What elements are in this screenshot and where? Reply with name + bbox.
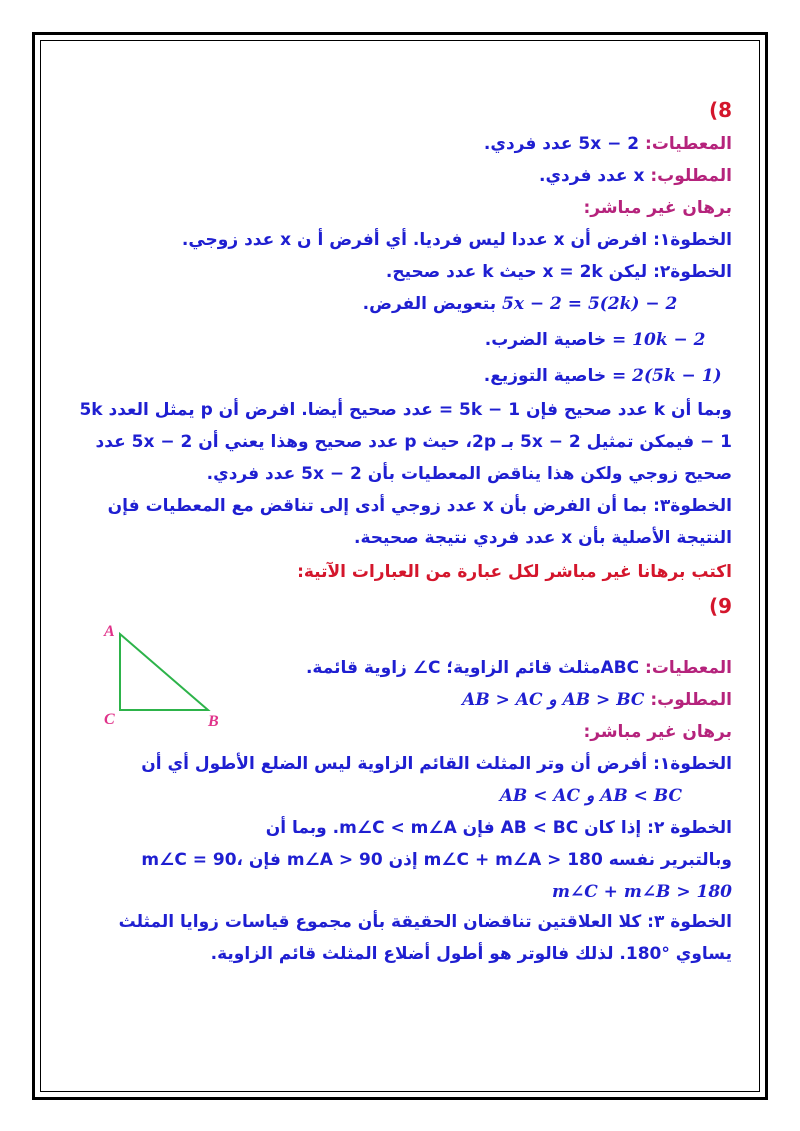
given-label: المعطيات: <box>645 134 732 154</box>
step-2: الخطوة ٢: إذا كان AB < BC فإن m∠C < m∠A. وبما أن <box>265 818 732 838</box>
given-label: المعطيات: <box>645 658 732 678</box>
required-label: المطلوب: <box>650 690 732 710</box>
proof-title: برهان غير مباشر: <box>583 722 732 742</box>
vertex-c-label: C <box>104 711 115 728</box>
equation-2-row <box>484 330 732 350</box>
problem-9-required <box>462 690 732 710</box>
equation-3: = 2(5k − 1) <box>612 366 722 386</box>
step-2-math: m∠C + m∠B > 180 <box>551 882 732 902</box>
problem-8-required <box>539 166 732 186</box>
step-1: الخطوة١: أفرض أن وتر المثلث القائم الزاوية ليس الضلع الأطول أي أن <box>141 754 732 774</box>
required-text: AB > BC و AB > AC <box>462 690 645 710</box>
given-text: 5x − 2 عدد فردي. <box>483 134 640 154</box>
problem-9-number: (9 <box>708 594 732 618</box>
equation-1: 5x − 2 = 5(2k) − 2 <box>502 294 678 314</box>
problem-9-given <box>306 658 732 678</box>
vertex-b-label: B <box>208 713 219 728</box>
step-1-math: AB < AC و AB < BC <box>499 786 682 806</box>
triangle-shape <box>120 634 208 710</box>
step-1: الخطوة١: افرض أن x عددا ليس فرديا. أي أفرض أ ن x عدد زوجي. <box>181 230 732 250</box>
given-text: ABCمثلث قائم الزاوية؛ C∠ زاوية قائمة. <box>305 658 640 678</box>
vertex-a-label: A <box>104 623 115 640</box>
right-triangle-diagram <box>96 618 236 728</box>
equation-3-row <box>483 366 732 386</box>
equation-1-note: بتعويض الفرض. <box>362 294 497 314</box>
equation-2-note: خاصية الضرب. <box>484 330 607 350</box>
step-2-continued: m∠C = 90، فإن m∠A > 90 إذن m∠C + m∠A > 180 وبالتبرير نفسه <box>141 850 732 870</box>
equation-2: = 10k − 2 <box>612 330 706 350</box>
problem-8-given <box>484 134 732 154</box>
required-label: المطلوب: <box>650 166 732 186</box>
instruction: اكتب برهانا غير مباشر لكل عبارة من العبارات الآتية: <box>297 562 732 582</box>
problem-8-number: (8 <box>708 98 732 122</box>
step-3: الخطوة٣: بما أن الفرض بأن x عدد زوجي أدى إلى تناقض مع المعطيات فإن النتيجة الأصلية بأن x عدد فردي نتيجة صحيحة. <box>107 496 732 548</box>
paragraph-reasoning: وبما أن k عدد صحيح فإن 5k − 1 = عدد صحيح أيضا. افرض أن p يمثل العدد 5k − 1 فيمكن تمثيل 5x − 2 بـ 2p، حيث p عدد صحيح وهذا يعني أن 5x − 2 عدد صحيح زوجي ولكن هذا يناقض المعطيات بأن 5x − 2 عدد فردي. <box>79 400 732 484</box>
step-2: الخطوة٢: ليكن x = 2k حيث k عدد صحيح. <box>385 262 732 282</box>
equation-1-row <box>362 294 732 314</box>
step-3: الخطوة ٣: كلا العلاقتين تناقضان الحقيقة بأن مجموع قياسات زوايا المثلث يساوي °180. لذلك فالوتر هو أطول أضلاع المثلث قائم الزاوية. <box>118 912 732 964</box>
equation-3-note: خاصية التوزيع. <box>483 366 607 386</box>
required-text: x عدد فردي. <box>538 166 645 186</box>
proof-title: برهان غير مباشر: <box>583 198 732 218</box>
